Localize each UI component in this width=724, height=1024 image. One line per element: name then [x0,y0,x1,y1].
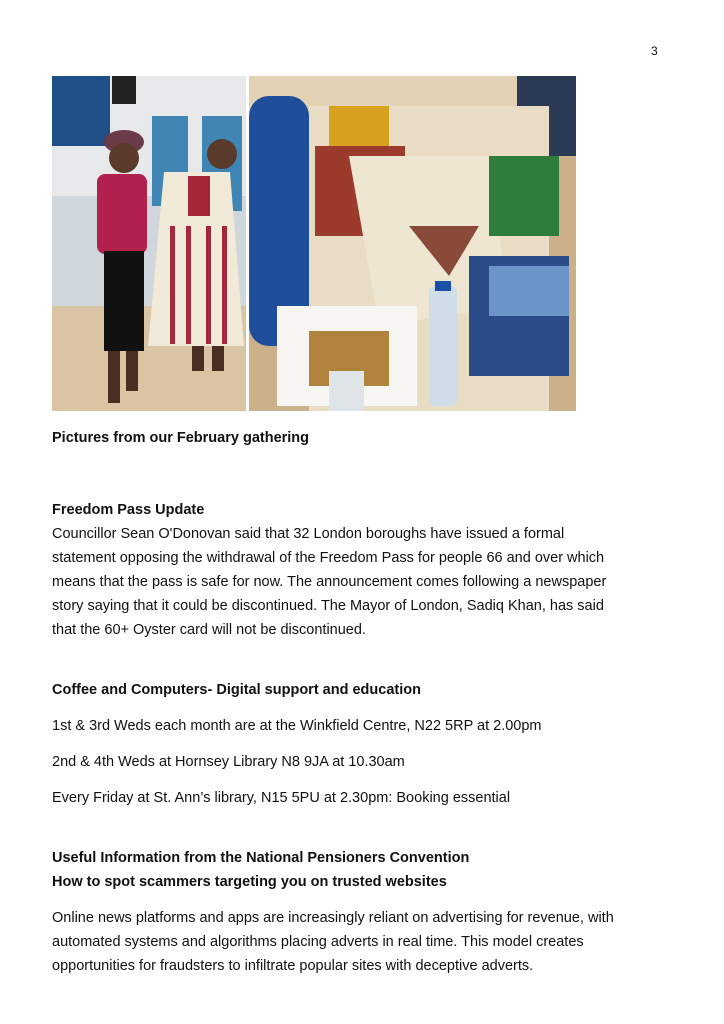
photo-table-fabrics-icon [249,76,576,411]
coffee-item: 1st & 3rd Weds each month are at the Winkfield Centre, N22 5RP at 2.00pm [52,718,542,734]
freedom-pass-line: means that the pass is safe for now. The announcement comes following a newspaper [52,574,607,590]
useful-info-section [52,846,672,894]
scam-heading: How to spot scammers targeting you on trusted websites [52,874,447,890]
scam-line: automated systems and algorithms placing adverts in real time. This model creates [52,934,584,950]
scam-line: Online news platforms and apps are increasingly reliant on advertising for revenue, with [52,910,614,926]
coffee-item: 2nd & 4th Weds at Hornsey Library N8 9JA at 10.30am [52,754,405,770]
useful-heading: Useful Information from the National Pensioners Convention [52,850,470,866]
freedom-pass-line: statement opposing the withdrawal of the Freedom Pass for people 66 and over which [52,550,605,566]
freedom-pass-line: Councillor Sean O'Donovan said that 32 London boroughs have issued a formal [52,526,565,542]
page-number: 3 [651,44,658,58]
freedom-pass-line: story saying that it could be discontinued. The Mayor of London, Sadiq Khan, has said [52,598,604,614]
photo-two-women-icon [52,76,246,411]
freedom-pass-line: that the 60+ Oyster card will not be discontinued. [52,622,366,638]
freedom-pass-heading: Freedom Pass Update [52,502,205,518]
coffee-item: Every Friday at St. Ann’s library, N15 5PU at 2.30pm: Booking essential [52,790,511,806]
coffee-heading: Coffee and Computers- Digital support and education [52,682,421,698]
scam-line: opportunities for fraudsters to infiltrate popular sites with deceptive adverts. [52,958,534,974]
freedom-pass-section [52,498,672,642]
scam-paragraph [52,906,672,978]
photo-caption: Pictures from our February gathering [52,430,310,446]
